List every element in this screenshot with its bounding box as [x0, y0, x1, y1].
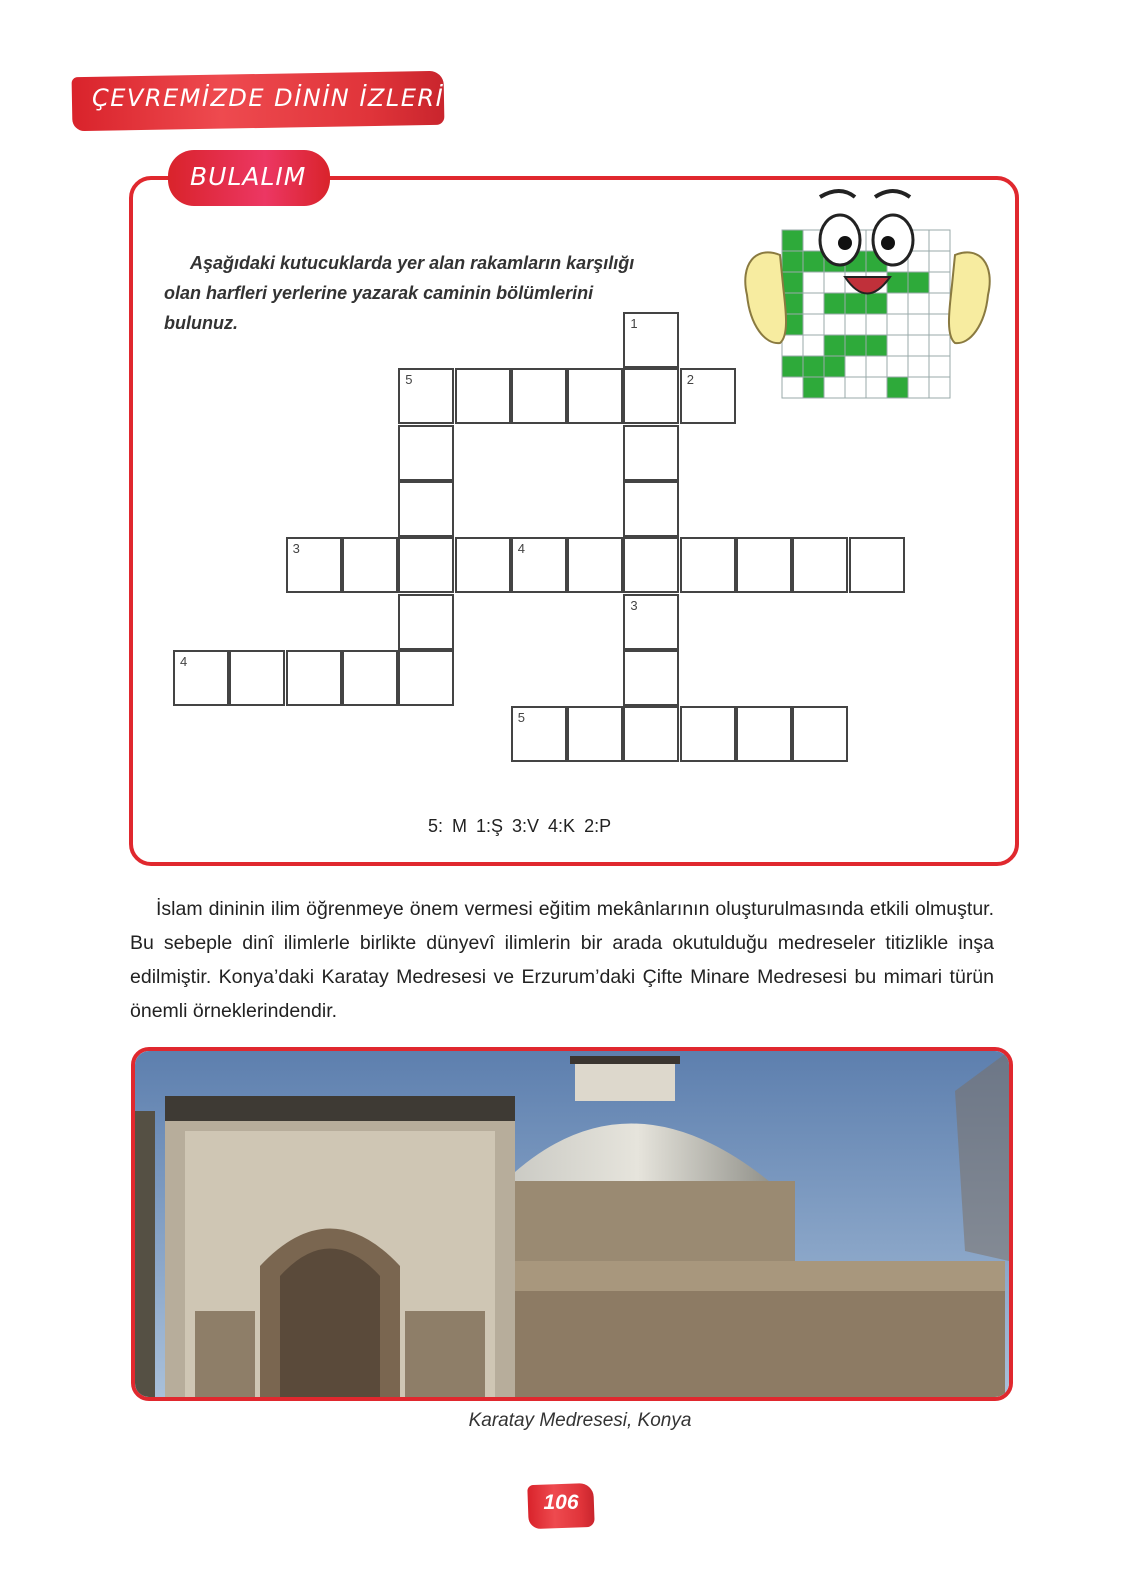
mascot-grid-cell — [782, 251, 803, 272]
mascot-grid-cell — [803, 335, 824, 356]
mascot-grid-cell — [803, 272, 824, 293]
mascot-grid-cell — [803, 314, 824, 335]
mascot-grid-cell — [803, 293, 824, 314]
karatay-medresesi-photo — [131, 1047, 1013, 1401]
clue-number: 2 — [686, 372, 694, 388]
mascot-grid-cell — [908, 335, 929, 356]
crossword-cell[interactable] — [623, 706, 679, 762]
crossword-cell[interactable] — [229, 650, 285, 706]
crossword-cell[interactable] — [567, 368, 623, 424]
crossword-cell[interactable] — [680, 537, 736, 593]
mascot-grid-cell — [824, 293, 845, 314]
clue-number: 4 — [180, 653, 188, 669]
crossword-cell[interactable] — [398, 650, 454, 706]
crossword-cell[interactable] — [567, 537, 623, 593]
crossword-cell[interactable] — [398, 481, 454, 537]
crossword-cell[interactable] — [792, 537, 848, 593]
mascot-grid-cell — [782, 272, 803, 293]
mascot-grid-cell — [782, 230, 803, 251]
mascot-grid-cell — [782, 356, 803, 377]
mascot-grid-cell — [824, 272, 845, 293]
crossword-cell[interactable] — [398, 368, 454, 424]
page-number: 106 — [543, 1491, 579, 1514]
crossword-cell[interactable] — [623, 594, 679, 650]
crossword-cell[interactable] — [286, 537, 342, 593]
mascot-grid-cell — [908, 377, 929, 398]
crossword-cell[interactable] — [455, 368, 511, 424]
crossword-cell[interactable] — [623, 650, 679, 706]
crossword-cell[interactable] — [286, 650, 342, 706]
mascot-grid-cell — [803, 356, 824, 377]
mascot-grid — [782, 230, 950, 398]
section-title: ÇEVREMİZDE DİNİN İZLERİ — [92, 84, 445, 112]
clue-number: 5 — [517, 710, 526, 726]
crossword-cell[interactable] — [623, 368, 679, 424]
crossword-letter-key: 5: M 1:Ş 3:V 4:K 2:P — [428, 816, 612, 836]
clue-number: 3 — [292, 541, 300, 557]
mascot-grid-cell — [908, 293, 929, 314]
mascot-grid-cell — [929, 356, 950, 377]
mascot-grid-cell — [929, 272, 950, 293]
clue-number: 5 — [405, 372, 413, 388]
mascot-grid-cell — [845, 356, 866, 377]
crossword-cell[interactable] — [849, 537, 905, 593]
mascot-grid-cell — [929, 293, 950, 314]
mascot-grid-cell — [845, 377, 866, 398]
activity-badge: BULALIM — [190, 162, 307, 191]
crossword-cell[interactable] — [511, 706, 567, 762]
crossword-mascot-illustration — [735, 185, 1000, 400]
crossword-cell[interactable] — [398, 594, 454, 650]
mascot-grid-cell — [929, 377, 950, 398]
mascot-grid-cell — [887, 335, 908, 356]
mascot-grid-cell — [866, 293, 887, 314]
clue-number: 3 — [630, 597, 638, 613]
mascot-grid-cell — [866, 377, 887, 398]
mascot-grid-cell — [908, 356, 929, 377]
building-photo-illustration — [135, 1051, 1009, 1397]
crossword-cell[interactable] — [680, 368, 736, 424]
mascot-grid-cell — [887, 377, 908, 398]
mascot-grid-cell — [845, 293, 866, 314]
mascot-grid-cell — [782, 335, 803, 356]
crossword-cell[interactable] — [792, 706, 848, 762]
mascot-grid-cell — [866, 335, 887, 356]
mascot-grid-cell — [887, 356, 908, 377]
mascot-grid-cell — [803, 251, 824, 272]
crossword-cell[interactable] — [567, 706, 623, 762]
crossword-cell[interactable] — [511, 537, 567, 593]
mascot-grid-cell — [887, 272, 908, 293]
mascot-grid-cell — [908, 314, 929, 335]
mascot-grid-cell — [824, 314, 845, 335]
mascot-grid-cell — [845, 314, 866, 335]
mascot-grid-cell — [887, 293, 908, 314]
crossword-cell[interactable] — [623, 425, 679, 481]
body-paragraph: İslam dininin ilim öğrenmeye önem vermesi eğitim mekânlarının oluşturulmasında etkili olmuştur. Bu sebeple dinî ilimlerle birlikte dünyevî ilimlerin bir arada okutulduğu medreseler titizlikle inşa edilmiştir. Konya’daki Karatay Medresesi ve Erzurum’daki Çifte Minare Medresesi bu mimari türün önemli örneklerindendir. — [130, 898, 994, 1022]
mascot-grid-cell — [866, 356, 887, 377]
mascot-grid-cell — [887, 314, 908, 335]
crossword-cell[interactable] — [342, 650, 398, 706]
crossword-cell[interactable] — [342, 537, 398, 593]
crossword-cell[interactable] — [623, 312, 679, 368]
crossword-cell[interactable] — [623, 481, 679, 537]
mascot-grid-cell — [803, 377, 824, 398]
right-hand-icon — [949, 252, 990, 343]
mascot-grid-cell — [824, 335, 845, 356]
crossword-cell[interactable] — [680, 706, 736, 762]
photo-caption: Karatay Medresesi, Konya — [468, 1410, 692, 1431]
activity-instructions: Aşağıdaki kutucuklarda yer alan rakamların karşılığı olan harfleri yerlerine yazarak caminin bölümlerini bulunuz. — [164, 253, 635, 333]
left-hand-icon — [745, 252, 786, 343]
mascot-grid-cell — [866, 314, 887, 335]
mascot-grid-cell — [929, 230, 950, 251]
crossword-cell[interactable] — [455, 537, 511, 593]
crossword-cell[interactable] — [736, 537, 792, 593]
mascot-grid-cell — [845, 335, 866, 356]
crossword-cell[interactable] — [623, 537, 679, 593]
mascot-grid-cell — [824, 377, 845, 398]
clue-number: 1 — [630, 316, 638, 331]
crossword-cell[interactable] — [736, 706, 792, 762]
crossword-cell[interactable] — [173, 650, 229, 706]
crossword-cell[interactable] — [511, 368, 567, 424]
crossword-cell[interactable] — [398, 537, 454, 593]
mascot-grid-cell — [929, 251, 950, 272]
mascot-grid-cell — [782, 377, 803, 398]
crossword-cell[interactable] — [398, 425, 454, 481]
clue-number: 4 — [517, 541, 526, 557]
mascot-grid-cell — [929, 335, 950, 356]
mascot-grid-cell — [824, 356, 845, 377]
mascot-grid-cell — [908, 272, 929, 293]
mascot-grid-cell — [929, 314, 950, 335]
